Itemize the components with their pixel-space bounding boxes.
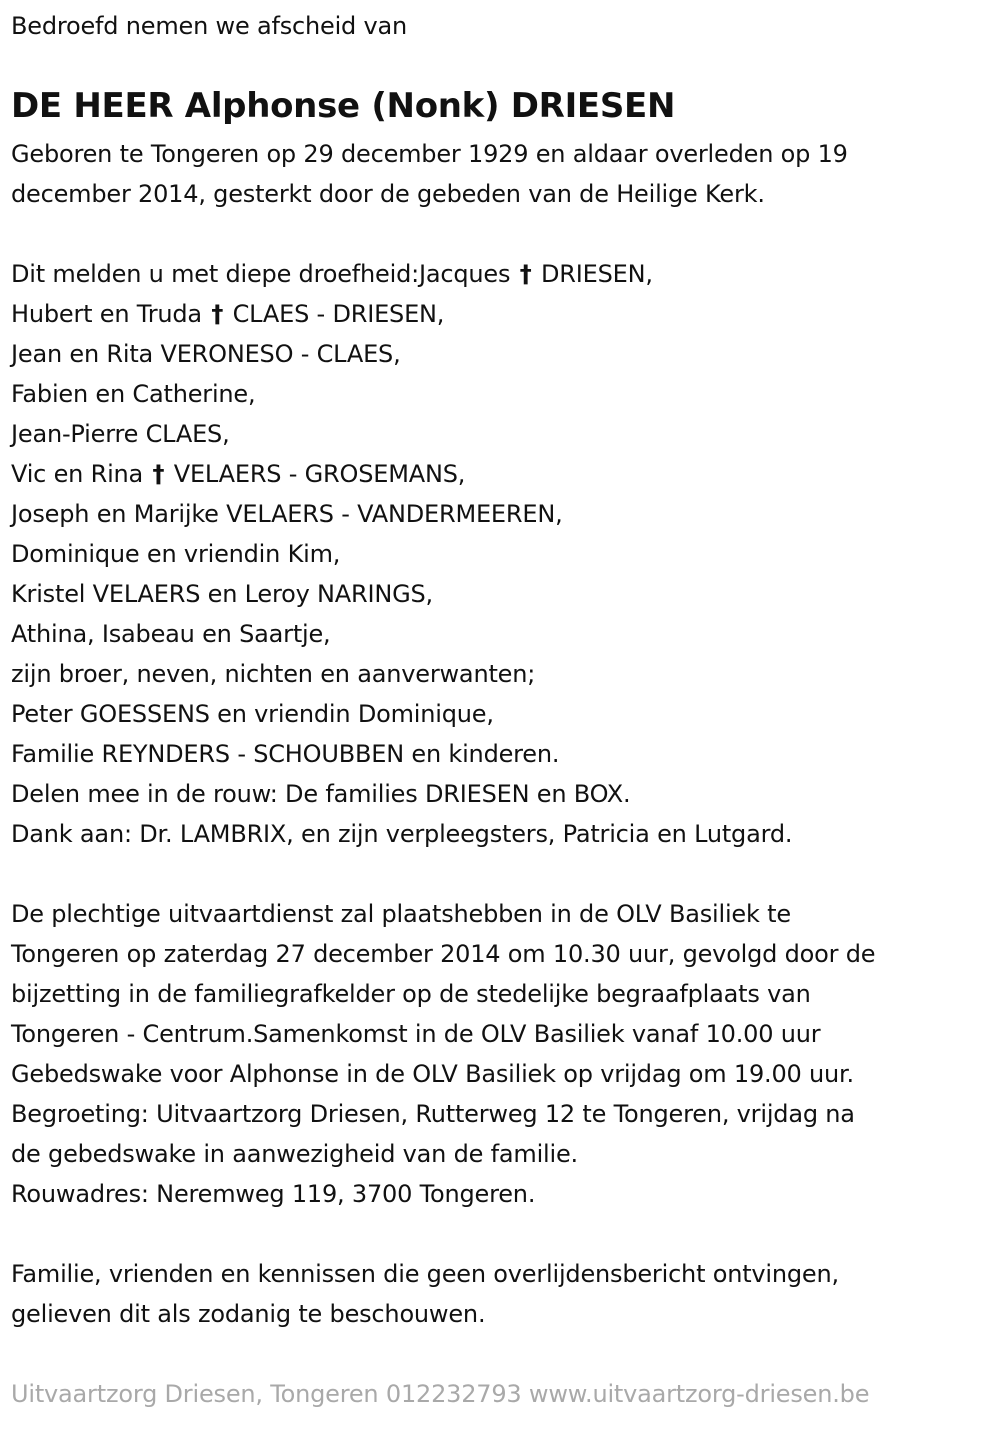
mourner-surname: DRIESEN, [540,260,653,288]
funeral-line: Begroeting: Uitvaartzorg Driesen, Rutterweg 12 te Tongeren, vrijdag na [11,1100,855,1128]
funeral-line: Gebedswake voor Alphonse in de OLV Basiliek op vrijdag om 19.00 uur. [11,1060,854,1088]
funeral-home-footer: Uitvaartzorg Driesen, Tongeren 012232793 www.uitvaartzorg-driesen.be [11,1380,870,1408]
funeral-line: Tongeren - Centrum.Samenkomst in de OLV Basiliek vanaf 10.00 uur [11,1020,821,1048]
mourner-line: Joseph en Marijke VELAERS - VANDERMEEREN, [11,500,563,528]
mourner-name: Vic en Rina [11,460,144,488]
mourner-line: Kristel VELAERS en Leroy NARINGS, [11,580,433,608]
cross-icon: † [519,260,532,288]
deceased-name: DE HEER Alphonse (Nonk) DRIESEN [11,86,676,126]
funeral-line: De plechtige uitvaartdienst zal plaatshebben in de OLV Basiliek te [11,900,791,928]
funeral-line: de gebedswake in aanwezigheid van de familie. [11,1140,578,1168]
mourner-line: Familie REYNDERS - SCHOUBBEN en kinderen. [11,740,560,768]
mourner-line [11,294,792,334]
mourner-line: Jean en Rita VERONESO - CLAES, [11,340,401,368]
intro-text: Bedroefd nemen we afscheid van [11,12,408,40]
mourner-line: Fabien en Catherine, [11,380,256,408]
birth-line: Geboren te Tongeren op 29 december 1929 en aldaar overleden op 19 [11,140,848,168]
mourner-line [11,254,792,294]
birth-line: december 2014, gesterkt door de gebeden van de Heilige Kerk. [11,180,765,208]
mourner-line [11,454,792,494]
mourner-line: zijn broer, neven, nichten en aanverwanten; [11,660,536,688]
funeral-details [11,894,875,1214]
birth-death-paragraph [11,134,848,214]
mourner-line: Delen mee in de rouw: De families DRIESEN en BOX. [11,780,631,808]
notice-line: Familie, vrienden en kennissen die geen overlijdensbericht ontvingen, [11,1260,839,1288]
mourner-line: Athina, Isabeau en Saartje, [11,620,331,648]
mourner-line: Dank aan: Dr. LAMBRIX, en zijn verpleegsters, Patricia en Lutgard. [11,820,793,848]
mourner-name: Dit melden u met diepe droefheid:Jacques [11,260,511,288]
mourner-line: Peter GOESSENS en vriendin Dominique, [11,700,494,728]
mourner-name: Hubert en Truda [11,300,202,328]
cross-icon: † [152,460,165,488]
funeral-line: Rouwadres: Neremweg 119, 3700 Tongeren. [11,1180,536,1208]
funeral-line: Tongeren op zaterdag 27 december 2014 om 10.30 uur, gevolgd door de [11,940,876,968]
mourners-list [11,254,792,854]
cross-icon: † [211,300,224,328]
notice-line: gelieven dit als zodanig te beschouwen. [11,1300,486,1328]
mourner-surname: CLAES - DRIESEN, [232,300,445,328]
mourner-line: Dominique en vriendin Kim, [11,540,341,568]
funeral-line: bijzetting in de familiegrafkelder op de stedelijke begraafplaats van [11,980,811,1008]
notice-paragraph [11,1254,839,1334]
mourner-surname: VELAERS - GROSEMANS, [173,460,466,488]
mourner-line: Jean-Pierre CLAES, [11,420,230,448]
